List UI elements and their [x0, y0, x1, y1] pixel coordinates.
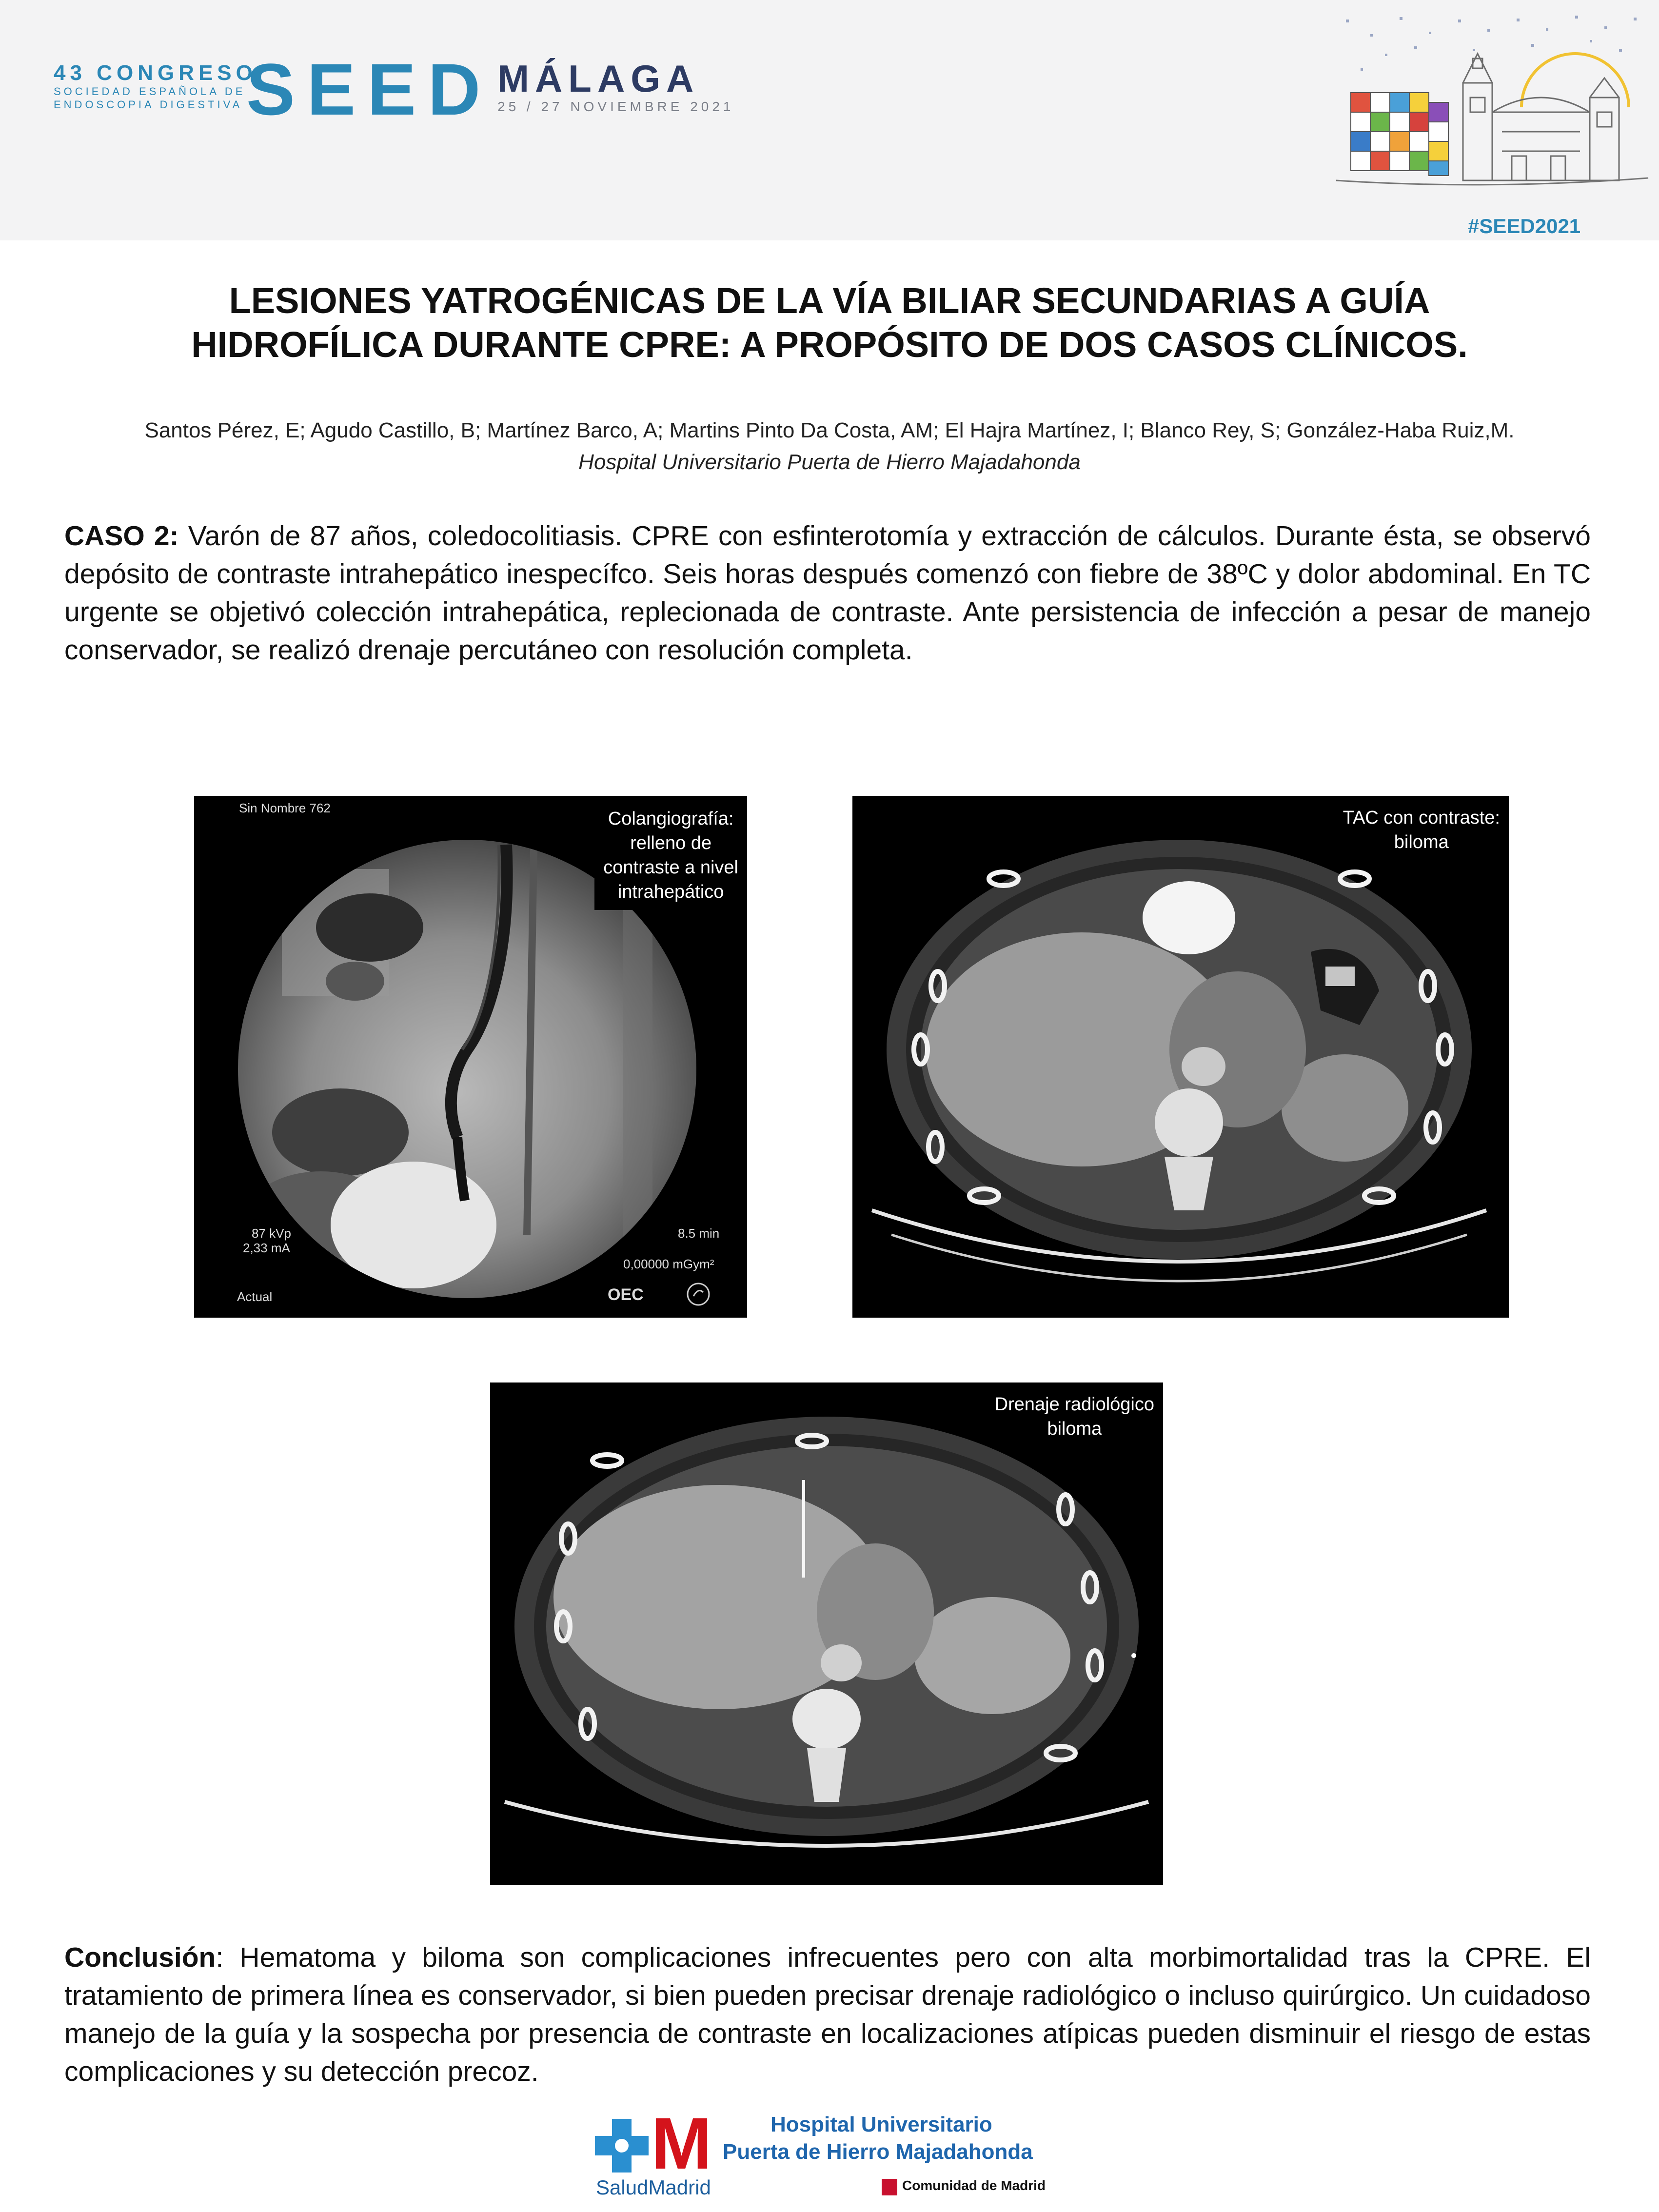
- comunidad-madrid-label: Comunidad de Madrid: [902, 2178, 1046, 2193]
- comunidad-madrid-flag-icon: [882, 2179, 897, 2195]
- salud-madrid-wordmark: SaludMadrid: [596, 2176, 711, 2199]
- salud-madrid-m-logo: M: [651, 2102, 712, 2184]
- seed-logo: SEED: [246, 48, 493, 130]
- cholangiography-image: [194, 796, 747, 1318]
- time-overlay: 8.5 min: [678, 1226, 720, 1241]
- conference-banner: [0, 0, 1659, 240]
- venue-city: MÁLAGA: [497, 57, 700, 100]
- ct-contrast-image: [852, 796, 1509, 1318]
- caption-line: intrahepático: [617, 882, 724, 902]
- society-name-line-2: ENDOSCOPIA DIGESTIVA: [54, 99, 243, 111]
- actual-overlay: Actual: [237, 1289, 273, 1304]
- conclusion-text: : Hematoma y biloma son complicaciones infrecuentes pero con alta morbimortalidad tras la CPRE. El tratamiento de primera línea es conservador, si bien pueden precisar drenaje radiológico o incluso quirúrgico. Un cuidadoso manejo de la guía y la sospecha por presencia de contraste en localizaciones atípicas pueden disminuir el riesgo de estas complicaciones y su detección precoz.: [64, 1942, 1591, 2087]
- drainage-ct-picture: [490, 1382, 1163, 1885]
- venue-block: [497, 59, 734, 115]
- cholangiography-caption: [594, 801, 747, 910]
- hashtag: #SEED2021: [1468, 215, 1581, 237]
- drainage-ct-image: [490, 1382, 1163, 1885]
- congress-title: 43 CONGRESO: [54, 61, 257, 85]
- caption-line: Drenaje radiológico: [994, 1394, 1154, 1415]
- oec-brand-overlay: OEC: [608, 1285, 644, 1304]
- conclusion: [64, 1938, 1591, 2091]
- drainage-caption: [986, 1387, 1163, 1446]
- ct-scan-picture: [852, 796, 1509, 1318]
- case-text: Varón de 87 años, coledocolitiasis. CPRE con esfinterotomía y extracción de cálculos. Durante ésta, se observó depósito de contraste intrahepático inespecífco. Seis horas después comenzó con fiebre de 38ºC y dolor abdominal. En TC urgente se objetivó colección intrahepática, replecionada de contraste. Ante persistencia de infección a pesar de manejo conservador, se realizó drenaje percutáneo con resolución completa.: [64, 520, 1591, 666]
- hospital-logo-line-2: Puerta de Hierro Majadahonda: [723, 2140, 1033, 2164]
- congress-label: [54, 61, 257, 111]
- caption-line: TAC con contraste:: [1343, 808, 1500, 828]
- caption-line: Colangiografía:: [608, 809, 734, 829]
- patient-name-overlay: Sin Nombre 762: [239, 801, 331, 815]
- caption-line: relleno de: [630, 833, 712, 853]
- poster-title-line-1: LESIONES YATROGÉNICAS DE LA VÍA BILIAR SECUNDARIAS A GUÍA: [229, 280, 1430, 321]
- affiliation: Hospital Universitario Puerta de Hierro Majadahonda: [578, 450, 1081, 474]
- dose-overlay: 0,00000 mGym²: [623, 1257, 714, 1271]
- salud-madrid-cross-icon: [592, 2116, 651, 2175]
- caption-line: biloma: [1394, 832, 1449, 852]
- malaga-building-illustration: [1317, 10, 1658, 215]
- congress-dates: 25 / 27 NOVIEMBRE 2021: [497, 99, 734, 114]
- kvp-overlay: 87 kVp: [252, 1226, 291, 1241]
- caption-line: biloma: [1047, 1419, 1102, 1439]
- authors: Santos Pérez, E; Agudo Castillo, B; Martínez Barco, A; Martins Pinto Da Costa, AM; El Hajra Martínez, I; Blanco Rey, S; González-Haba Ruiz,M.: [144, 418, 1515, 442]
- case-label: CASO 2:: [64, 520, 179, 552]
- ge-logo-icon: [686, 1282, 711, 1307]
- society-name-line-1: SOCIEDAD ESPAÑOLA DE: [54, 85, 246, 98]
- ct-caption: [1334, 801, 1509, 859]
- poster-title-line-2: HIDROFÍLICA DURANTE CPRE: A PROPÓSITO DE DOS CASOS CLÍNICOS.: [191, 324, 1468, 365]
- ma-overlay: 2,33 mA: [243, 1241, 290, 1255]
- caption-line: contraste a nivel: [603, 857, 738, 878]
- case-description: [64, 517, 1591, 669]
- conclusion-label: Conclusión: [64, 1942, 216, 1973]
- hospital-logo-line-1: Hospital Universitario: [770, 2113, 992, 2136]
